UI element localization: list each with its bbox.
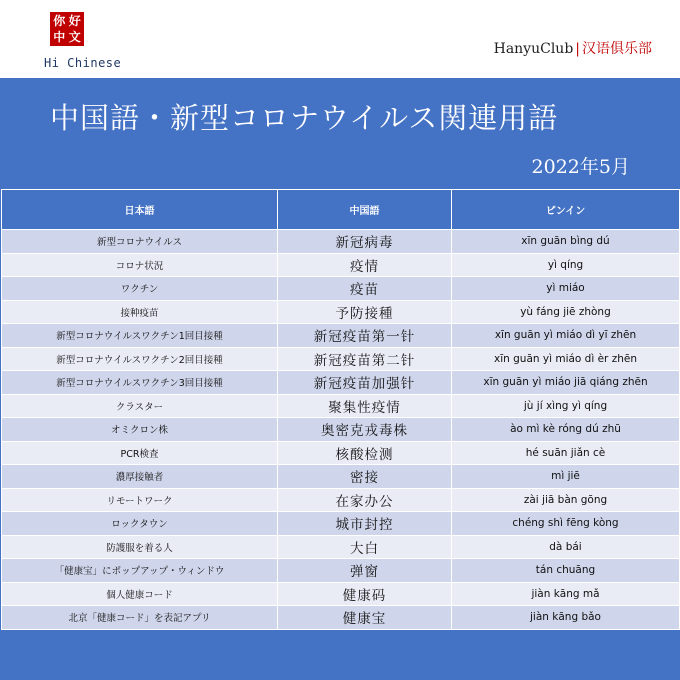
japanese-term: クラスター (2, 394, 278, 418)
pinyin: jiàn kāng bǎo (452, 606, 680, 630)
table-row (2, 512, 680, 536)
chinese-term: 奥密克戎毒株 (278, 418, 452, 442)
chinese-term: 新冠疫苗第二针 (278, 347, 452, 371)
chinese-term: 密接 (278, 465, 452, 489)
table-row (2, 488, 680, 512)
column-header-chinese: 中国語 (278, 190, 452, 230)
table-row (2, 300, 680, 324)
logo-char: 中 (53, 30, 66, 44)
vocabulary-table (1, 189, 680, 630)
chinese-term: 健康码 (278, 582, 452, 606)
pinyin: xīn guān yì miáo dì yī zhēn (452, 324, 680, 348)
japanese-term: ワクチン (2, 277, 278, 301)
date-label: 2022年5月 (531, 156, 630, 178)
chinese-term: 大白 (278, 535, 452, 559)
pinyin: yì miáo (452, 277, 680, 301)
japanese-term: PCR検査 (2, 441, 278, 465)
pinyin: xīn guān bìng dú (452, 230, 680, 254)
japanese-term: 個人健康コード (2, 582, 278, 606)
table-row (2, 535, 680, 559)
japanese-term: ロックタウン (2, 512, 278, 536)
table-row (2, 606, 680, 630)
table-row (2, 230, 680, 254)
japanese-term: 北京「健康コード」を表記アプリ (2, 606, 278, 630)
hi-chinese-logo (50, 12, 84, 46)
table-row (2, 394, 680, 418)
logo-char: 文 (68, 30, 81, 44)
chinese-term: 在家办公 (278, 488, 452, 512)
table-row (2, 371, 680, 395)
japanese-term: 「健康宝」にポップアップ・ウィンドウ (2, 559, 278, 583)
header-bar (0, 0, 680, 78)
pinyin: ào mì kè róng dú zhū (452, 418, 680, 442)
pinyin: zài jiā bàn gōng (452, 488, 680, 512)
page-title: 中国語・新型コロナウイルス関連用語 (50, 101, 559, 135)
japanese-term: 濃厚接触者 (2, 465, 278, 489)
table-row (2, 277, 680, 301)
table-row (2, 347, 680, 371)
brand-separator: | (575, 41, 580, 57)
brand-name (494, 38, 652, 58)
pinyin: tán chuāng (452, 559, 680, 583)
japanese-term: 接种疫苗 (2, 300, 278, 324)
table-row (2, 465, 680, 489)
chinese-term: 疫情 (278, 253, 452, 277)
table-row (2, 559, 680, 583)
pinyin: hé suān jiǎn cè (452, 441, 680, 465)
column-header-japanese: 日本語 (2, 190, 278, 230)
chinese-term: 予防接種 (278, 300, 452, 324)
table-row (2, 253, 680, 277)
pinyin: chéng shì fēng kòng (452, 512, 680, 536)
japanese-term: 新型コロナウイルスワクチン1回目接種 (2, 324, 278, 348)
table-row (2, 582, 680, 606)
column-header-pinyin: ピンイン (452, 190, 680, 230)
japanese-term: 防護服を着る人 (2, 535, 278, 559)
japanese-term: コロナ状況 (2, 253, 278, 277)
chinese-term: 城市封控 (278, 512, 452, 536)
table-header-row (2, 190, 680, 230)
brand-en: HanyuClub (493, 41, 574, 57)
chinese-term: 新冠病毒 (278, 230, 452, 254)
japanese-term: 新型コロナウイルスワクチン2回目接種 (2, 347, 278, 371)
logo-caption: Hi Chinese (44, 56, 122, 70)
table-row (2, 418, 680, 442)
brand-zh: 汉语俱乐部 (582, 41, 652, 57)
table-row (2, 441, 680, 465)
chinese-term: 疫苗 (278, 277, 452, 301)
pinyin: jiàn kāng mǎ (452, 582, 680, 606)
logo-char: 你 (53, 14, 66, 28)
table-row (2, 324, 680, 348)
chinese-term: 健康宝 (278, 606, 452, 630)
japanese-term: オミクロン株 (2, 418, 278, 442)
japanese-term: リモートワーク (2, 488, 278, 512)
pinyin: yì qíng (452, 253, 680, 277)
japanese-term: 新型コロナウイルスワクチン3回目接種 (2, 371, 278, 395)
pinyin: xīn guān yì miáo dì èr zhēn (452, 347, 680, 371)
chinese-term: 弹窗 (278, 559, 452, 583)
pinyin: jù jí xìng yì qíng (452, 394, 680, 418)
pinyin: xīn guān yì miáo jiā qiáng zhēn (452, 371, 680, 395)
chinese-term: 新冠疫苗加强针 (278, 371, 452, 395)
chinese-term: 核酸检测 (278, 441, 452, 465)
pinyin: mì jiē (452, 465, 680, 489)
logo-char: 好 (68, 14, 81, 28)
chinese-term: 聚集性疫情 (278, 394, 452, 418)
pinyin: yù fáng jiē zhòng (452, 300, 680, 324)
pinyin: dà bái (452, 535, 680, 559)
chinese-term: 新冠疫苗第一针 (278, 324, 452, 348)
japanese-term: 新型コロナウイルス (2, 230, 278, 254)
